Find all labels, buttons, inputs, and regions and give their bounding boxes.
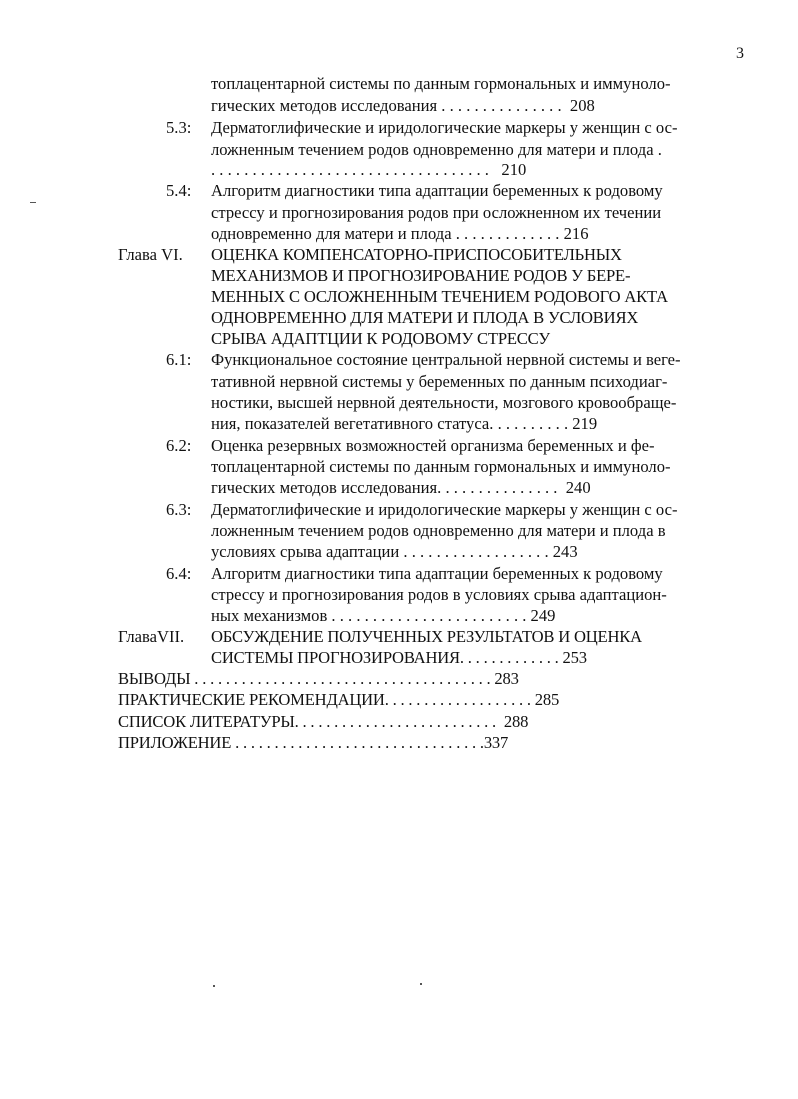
chapter-title-line: МЕХАНИЗМОВ И ПРОГНОЗИРОВАНИЕ РОДОВ У БЕРЕ- (211, 266, 631, 285)
toc-line: стрессу и прогнозирования родов при осложненном их течении (211, 203, 662, 222)
section-number: 6.1: (166, 350, 192, 369)
toc-line: Функциональное состояние центральной нервной системы и веге- (211, 350, 681, 369)
toc-line: Дерматоглифические и иридологические маркеры у женщин с ос- (211, 118, 678, 137)
toc-line: . . . . . . . . . . . . . . . . . . . . . . . . . . . . . . . . . . 210 (211, 160, 527, 179)
toc-line: Дерматоглифические и иридологические маркеры у женщин с ос- (211, 500, 678, 519)
section-number: 6.2: (166, 436, 192, 455)
chapter-title-line: СИСТЕМЫ ПРОГНОЗИРОВАНИЯ. . . . . . . . . . . . . 253 (211, 648, 587, 667)
scan-speck (30, 202, 36, 203)
toc-line: одновременно для матери и плода . . . . . . . . . . . . . 216 (211, 224, 589, 243)
toc-entry-recommendations: ПРАКТИЧЕСКИЕ РЕКОМЕНДАЦИИ. . . . . . . . . . . . . . . . . . . 285 (118, 690, 560, 709)
toc-line: гических методов исследования . . . . . . . . . . . . . . . 208 (211, 96, 595, 115)
scan-speck (213, 985, 215, 987)
toc-line: ных механизмов . . . . . . . . . . . . . . . . . . . . . . . . 249 (211, 606, 556, 625)
section-number: 6.3: (166, 500, 192, 519)
chapter-label: Глава VI. (118, 245, 183, 264)
toc-line: Алгоритм диагностики типа адаптации беременных к родовому (211, 181, 663, 200)
toc-line: топлацентарной системы по данным гормональных и иммуноло- (211, 457, 671, 476)
chapter-title-line: МЕННЫХ С ОСЛОЖНЕННЫМ ТЕЧЕНИЕМ РОДОВОГО АКТА (211, 287, 668, 306)
toc-entry-appendix: ПРИЛОЖЕНИЕ . . . . . . . . . . . . . . . . . . . . . . . . . . . . . . . .337 (118, 733, 509, 752)
chapter-label: ГлаваVII. (118, 627, 185, 646)
toc-line: Алгоритм диагностики типа адаптации беременных к родовому (211, 564, 663, 583)
section-number: 5.3: (166, 118, 192, 137)
toc-line: гических методов исследования. . . . . . . . . . . . . . . 240 (211, 478, 591, 497)
section-number: 5.4: (166, 181, 192, 200)
chapter-title-line: ОБСУЖДЕНИЕ ПОЛУЧЕННЫХ РЕЗУЛЬТАТОВ И ОЦЕНКА (211, 627, 642, 646)
toc-line: Оценка резервных возможностей организма беременных и фе- (211, 436, 655, 455)
toc-entry-conclusions: ВЫВОДЫ . . . . . . . . . . . . . . . . . . . . . . . . . . . . . . . . . . . . . . 283 (118, 669, 519, 688)
chapter-title-line: ОЦЕНКА КОМПЕНСАТОРНО-ПРИСПОСОБИТЕЛЬНЫХ (211, 245, 622, 264)
toc-line: ностики, высшей нервной деятельности, мозгового кровообраще- (211, 393, 677, 412)
chapter-title-line: ОДНОВРЕМЕННО ДЛЯ МАТЕРИ И ПЛОДА В УСЛОВИЯХ (211, 308, 639, 327)
toc-line: ложненным течением родов одновременно для матери и плода в (211, 521, 666, 540)
toc-line: ложненным течением родов одновременно для матери и плода . (211, 140, 662, 159)
section-number: 6.4: (166, 564, 192, 583)
chapter-title-line: СРЫВА АДАПТЦИИ К РОДОВОМУ СТРЕССУ (211, 329, 550, 348)
toc-entry-references: СПИСОК ЛИТЕРАТУРЫ. . . . . . . . . . . . . . . . . . . . . . . . . . 288 (118, 712, 529, 731)
scan-speck (420, 983, 422, 985)
page-number: 3 (736, 45, 744, 62)
toc-line: условиях срыва адаптации . . . . . . . . . . . . . . . . . . 243 (211, 542, 578, 561)
toc-line: топлацентарной системы по данным гормональных и иммуноло- (211, 74, 671, 93)
toc-line: стрессу и прогнозирования родов в условиях срыва адаптацион- (211, 585, 667, 604)
toc-line: ния, показателей вегетативного статуса. . . . . . . . . . 219 (211, 414, 598, 433)
toc-line: тативной нервной системы у беременных по данным психодиаг- (211, 372, 668, 391)
